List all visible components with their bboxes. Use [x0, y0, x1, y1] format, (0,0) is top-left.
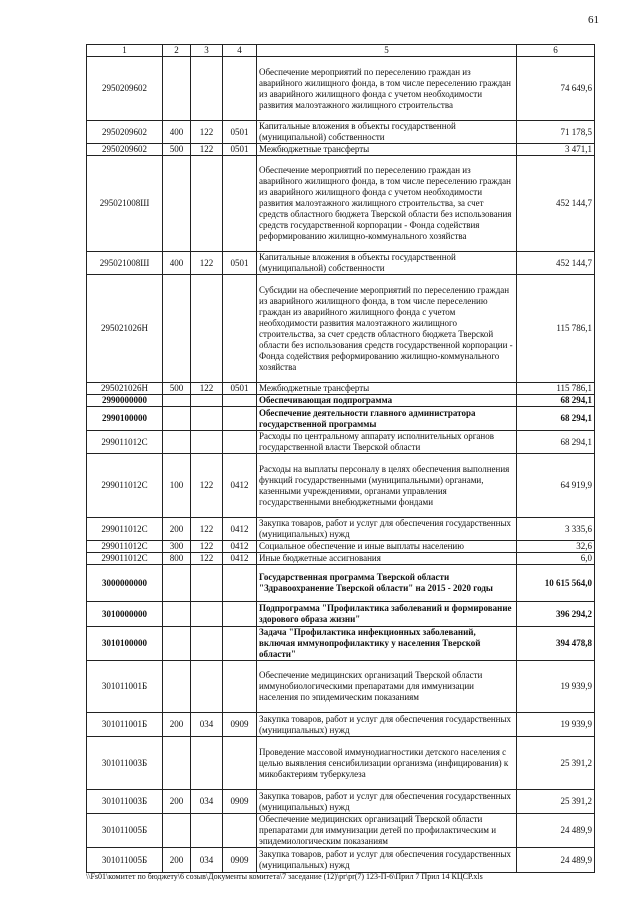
cell-section: 0501: [223, 252, 257, 275]
cell-type: 200: [163, 848, 191, 873]
cell-code: 301011001Б: [87, 713, 163, 737]
cell-name: Обеспечение медицинских организаций Тверской области иммунобиологическими препаратами для иммунизации населения по эпидемическим показаниям: [257, 661, 517, 713]
cell-name: Межбюджетные трансферты: [257, 383, 517, 395]
cell-code: 2990000000: [87, 395, 163, 407]
cell-name: Социальное обеспечение и иные выплаты населению: [257, 541, 517, 553]
header-col-5: 5: [257, 45, 517, 57]
cell-sum: 452 144,7: [517, 252, 595, 275]
file-path-footer: \\Fs01\комитет по бюджету\6 созыв\Документы комитета\7 заседание (12)\pr\pr(7) 123-П-6\Прил 7 Прил 14 КЦСР.xls: [86, 872, 483, 881]
cell-sum: 396 294,2: [517, 602, 595, 627]
cell-ministry: [191, 737, 223, 790]
table-row: [87, 383, 595, 395]
cell-ministry: [191, 275, 223, 383]
cell-sum: 394 478,8: [517, 627, 595, 661]
cell-type: 500: [163, 144, 191, 156]
cell-ministry: 034: [191, 790, 223, 814]
cell-name: Расходы по центральному аппарату исполнительных органов государственной власти Тверской области: [257, 431, 517, 454]
cell-ministry: [191, 156, 223, 252]
cell-sum: 64 919,9: [517, 454, 595, 518]
table-row: [87, 431, 595, 454]
cell-type: 300: [163, 541, 191, 553]
table-row: [87, 790, 595, 814]
cell-name: Закупка товаров, работ и услуг для обеспечения государственных (муниципальных) нужд: [257, 790, 517, 814]
cell-type: [163, 57, 191, 121]
cell-type: [163, 627, 191, 661]
cell-sum: 68 294,1: [517, 431, 595, 454]
cell-section: [223, 661, 257, 713]
cell-sum: 68 294,1: [517, 395, 595, 407]
cell-ministry: [191, 431, 223, 454]
cell-sum: 25 391,2: [517, 737, 595, 790]
cell-ministry: 122: [191, 383, 223, 395]
table-row: [87, 454, 595, 518]
header-col-1: 1: [87, 45, 163, 57]
table-row: [87, 848, 595, 873]
cell-code: 3000000000: [87, 565, 163, 602]
cell-sum: 19 939,9: [517, 661, 595, 713]
cell-ministry: [191, 602, 223, 627]
cell-code: 2990100000: [87, 407, 163, 431]
cell-code: 299011012С: [87, 454, 163, 518]
cell-type: 400: [163, 252, 191, 275]
cell-ministry: [191, 407, 223, 431]
header-col-4: 4: [223, 45, 257, 57]
cell-name: Обеспечение медицинских организаций Тверской области препаратами для иммунизации детей по профилактическим и эпидемиологическим показаниям: [257, 814, 517, 848]
cell-section: 0412: [223, 454, 257, 518]
table-row: [87, 57, 595, 121]
cell-type: 500: [163, 383, 191, 395]
cell-sum: 452 144,7: [517, 156, 595, 252]
cell-type: [163, 395, 191, 407]
cell-ministry: 122: [191, 121, 223, 144]
cell-type: [163, 275, 191, 383]
cell-section: [223, 407, 257, 431]
cell-section: [223, 814, 257, 848]
cell-code: 2950209602: [87, 144, 163, 156]
cell-code: 299011012С: [87, 541, 163, 553]
cell-name: Государственная программа Тверской области "Здравоохранение Тверской области" на 2015 - 2020 годы: [257, 565, 517, 602]
cell-code: 3010100000: [87, 627, 163, 661]
cell-name: Капитальные вложения в объекты государственной (муниципальной) собственности: [257, 252, 517, 275]
cell-sum: 32,6: [517, 541, 595, 553]
cell-type: 200: [163, 518, 191, 541]
table-row: [87, 661, 595, 713]
cell-section: 0501: [223, 144, 257, 156]
cell-sum: 6,0: [517, 553, 595, 565]
cell-name: Проведение массовой иммунодиагностики детского населения с целью выявления сенсибилизации организма (инфицирования) к микобактериям туберкулеза: [257, 737, 517, 790]
cell-ministry: [191, 814, 223, 848]
cell-code: 301011001Б: [87, 661, 163, 713]
table-row: [87, 121, 595, 144]
cell-code: 299011012С: [87, 431, 163, 454]
cell-code: 299011012С: [87, 553, 163, 565]
cell-name: Подпрограмма "Профилактика заболеваний и формирование здорового образа жизни": [257, 602, 517, 627]
cell-ministry: [191, 395, 223, 407]
cell-name: Капитальные вложения в объекты государственной (муниципальной) собственности: [257, 121, 517, 144]
cell-section: [223, 395, 257, 407]
cell-code: 295021026Н: [87, 383, 163, 395]
header-col-2: 2: [163, 45, 191, 57]
table-row: [87, 252, 595, 275]
cell-sum: 24 489,9: [517, 814, 595, 848]
table-row: [87, 814, 595, 848]
cell-ministry: 122: [191, 454, 223, 518]
table-row: [87, 627, 595, 661]
cell-section: [223, 737, 257, 790]
table-row: [87, 156, 595, 252]
cell-ministry: 122: [191, 144, 223, 156]
cell-code: 301011005Б: [87, 848, 163, 873]
cell-section: 0909: [223, 848, 257, 873]
header-col-6: 6: [517, 45, 595, 57]
cell-type: 200: [163, 713, 191, 737]
cell-name: Закупка товаров, работ и услуг для обеспечения государственных (муниципальных) нужд: [257, 848, 517, 873]
cell-type: [163, 156, 191, 252]
cell-type: 100: [163, 454, 191, 518]
cell-sum: 74 649,6: [517, 57, 595, 121]
cell-type: [163, 814, 191, 848]
cell-type: [163, 602, 191, 627]
cell-ministry: 122: [191, 252, 223, 275]
cell-section: [223, 57, 257, 121]
cell-name: Обеспечивающая подпрограмма: [257, 395, 517, 407]
cell-sum: 10 615 564,0: [517, 565, 595, 602]
cell-code: 295021008Ш: [87, 156, 163, 252]
table-row: [87, 518, 595, 541]
cell-type: [163, 407, 191, 431]
cell-code: 2950209602: [87, 57, 163, 121]
cell-sum: 115 786,1: [517, 275, 595, 383]
cell-ministry: [191, 57, 223, 121]
cell-name: Закупка товаров, работ и услуг для обеспечения государственных (муниципальных) нужд: [257, 518, 517, 541]
cell-code: 295021026Н: [87, 275, 163, 383]
table-row: [87, 541, 595, 553]
table-row: [87, 275, 595, 383]
cell-section: 0909: [223, 790, 257, 814]
cell-name: Расходы на выплаты персоналу в целях обеспечения выполнения функций государственными (муниципальными) органами, казенными учреждениями, органами управления государственными внебюджетными фондами: [257, 454, 517, 518]
table-header-row: [87, 45, 595, 57]
cell-sum: 3 471,1: [517, 144, 595, 156]
cell-type: 200: [163, 790, 191, 814]
cell-section: [223, 275, 257, 383]
cell-sum: 25 391,2: [517, 790, 595, 814]
cell-ministry: 122: [191, 518, 223, 541]
cell-name: Субсидии на обеспечение мероприятий по переселению граждан из аварийного жилищного фонда, в том числе переселению граждан из аварийного жилищного фонда с учетом необходимости развития малоэтажного жилищного строительства, за счет средств областного бюджета Тверской области без использования средств государственной корпорации - Фонда содействия реформированию жилищно-коммунального хозяйства: [257, 275, 517, 383]
cell-section: [223, 602, 257, 627]
header-col-3: 3: [191, 45, 223, 57]
cell-section: 0501: [223, 121, 257, 144]
cell-section: [223, 565, 257, 602]
budget-table: [86, 44, 595, 873]
cell-code: 3010000000: [87, 602, 163, 627]
cell-section: [223, 156, 257, 252]
table-row: [87, 602, 595, 627]
cell-sum: 71 178,5: [517, 121, 595, 144]
table-row: [87, 565, 595, 602]
cell-type: 800: [163, 553, 191, 565]
cell-sum: 115 786,1: [517, 383, 595, 395]
cell-sum: 24 489,9: [517, 848, 595, 873]
cell-section: 0412: [223, 541, 257, 553]
cell-sum: 68 294,1: [517, 407, 595, 431]
cell-code: 2950209602: [87, 121, 163, 144]
table-row: [87, 553, 595, 565]
table-row: [87, 407, 595, 431]
cell-name: Обеспечение деятельности главного администратора государственной программы: [257, 407, 517, 431]
cell-ministry: [191, 661, 223, 713]
cell-section: 0909: [223, 713, 257, 737]
cell-code: 301011005Б: [87, 814, 163, 848]
cell-section: [223, 431, 257, 454]
cell-type: [163, 661, 191, 713]
cell-ministry: 122: [191, 553, 223, 565]
cell-code: 301011003Б: [87, 790, 163, 814]
cell-type: 400: [163, 121, 191, 144]
cell-ministry: 034: [191, 713, 223, 737]
cell-section: [223, 627, 257, 661]
cell-section: 0412: [223, 518, 257, 541]
cell-code: 301011003Б: [87, 737, 163, 790]
table-row: [87, 144, 595, 156]
cell-ministry: 122: [191, 541, 223, 553]
cell-ministry: [191, 565, 223, 602]
cell-section: 0412: [223, 553, 257, 565]
page-number: 61: [588, 14, 599, 26]
cell-ministry: 034: [191, 848, 223, 873]
cell-sum: 3 335,6: [517, 518, 595, 541]
cell-type: [163, 737, 191, 790]
cell-name: Закупка товаров, работ и услуг для обеспечения государственных (муниципальных) нужд: [257, 713, 517, 737]
table-row: [87, 713, 595, 737]
table-row: [87, 737, 595, 790]
cell-name: Иные бюджетные ассигнования: [257, 553, 517, 565]
cell-name: Обеспечение мероприятий по переселению граждан из аварийного жилищного фонда, в том числе переселению граждан из аварийного жилищного фонда с учетом необходимости развития малоэтажного жилищного строительства: [257, 57, 517, 121]
cell-name: Межбюджетные трансферты: [257, 144, 517, 156]
cell-code: 299011012С: [87, 518, 163, 541]
cell-section: 0501: [223, 383, 257, 395]
table-row: [87, 395, 595, 407]
cell-name: Задача "Профилактика инфекционных заболеваний, включая иммунопрофилактику у населения Тверской области": [257, 627, 517, 661]
cell-name: Обеспечение мероприятий по переселению граждан из аварийного жилищного фонда, в том числе переселению граждан из аварийного жилищного фонда с учетом необходимости развития малоэтажного жилищного строительства, за счет средств областного бюджета Тверской области без использования средств государственной корпорации - Фонда содействия реформированию жилищно-коммунального хозяйства: [257, 156, 517, 252]
cell-type: [163, 431, 191, 454]
cell-sum: 19 939,9: [517, 713, 595, 737]
cell-ministry: [191, 627, 223, 661]
cell-type: [163, 565, 191, 602]
cell-code: 295021008Ш: [87, 252, 163, 275]
